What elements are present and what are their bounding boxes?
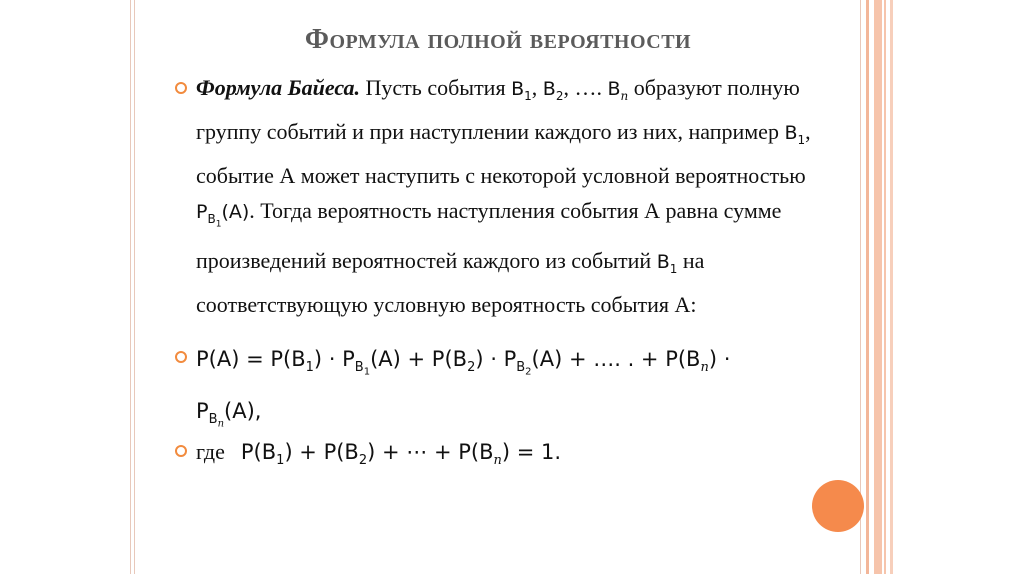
bayes-lead: Формула Байеса. [196,75,361,100]
text-part: . Тогда вероятность наступления события А равна сумме произведений вероятностей каждого из событий [196,198,782,273]
text-comma: , [531,75,543,100]
frame-line-left-inner [134,0,135,574]
text-part: , событие А может наступить с некоторой условной вероятностью [196,119,811,189]
frame-line-right-1 [860,0,861,574]
text-part: образуют полную группу событий и при наступлении каждого из них, например [196,75,800,145]
bullet-icon [175,82,187,94]
frame-line-right-5 [890,0,893,574]
frame-line-left-outer [130,0,131,574]
frame-line-right-4 [884,0,886,574]
condition-word: где [196,439,225,464]
total-probability-formula: $P(A) = P(B_1) \cdot P_{B_1}(A) + P(B_2) \cdot P_{B_2}(A)$ + …. . + $P(B_n)$ ⋅ $P_{B_n}(A)$, [196,347,731,430]
bullet-icon [175,351,187,363]
math-bn: $B_n$ [607,78,629,103]
math-b1: $B_1$ [511,78,532,103]
decorative-circle-icon [812,480,864,532]
slide-title: Формула полной вероятности [304,24,692,55]
math-pb1a: $P_{B_1}(A)$ [196,201,250,230]
text-part: на соответствующую условную вероятность события А: [196,247,705,318]
bayes-paragraph [196,70,856,322]
text-part: Пусть события [360,75,512,100]
frame-line-right-2 [866,0,869,574]
math-b1: $B_1$ [656,250,678,276]
normalization-condition: где $P(B_1) + P(B_2)$ + ⋯ + $P(B_n) = 1$. [196,439,562,469]
bullet-icon [175,445,187,457]
frame-line-right-3 [874,0,882,574]
math-b2: $B_2$ [542,78,564,103]
math-b1: $B_1$ [784,122,806,147]
text-dots: , …. [563,75,608,100]
